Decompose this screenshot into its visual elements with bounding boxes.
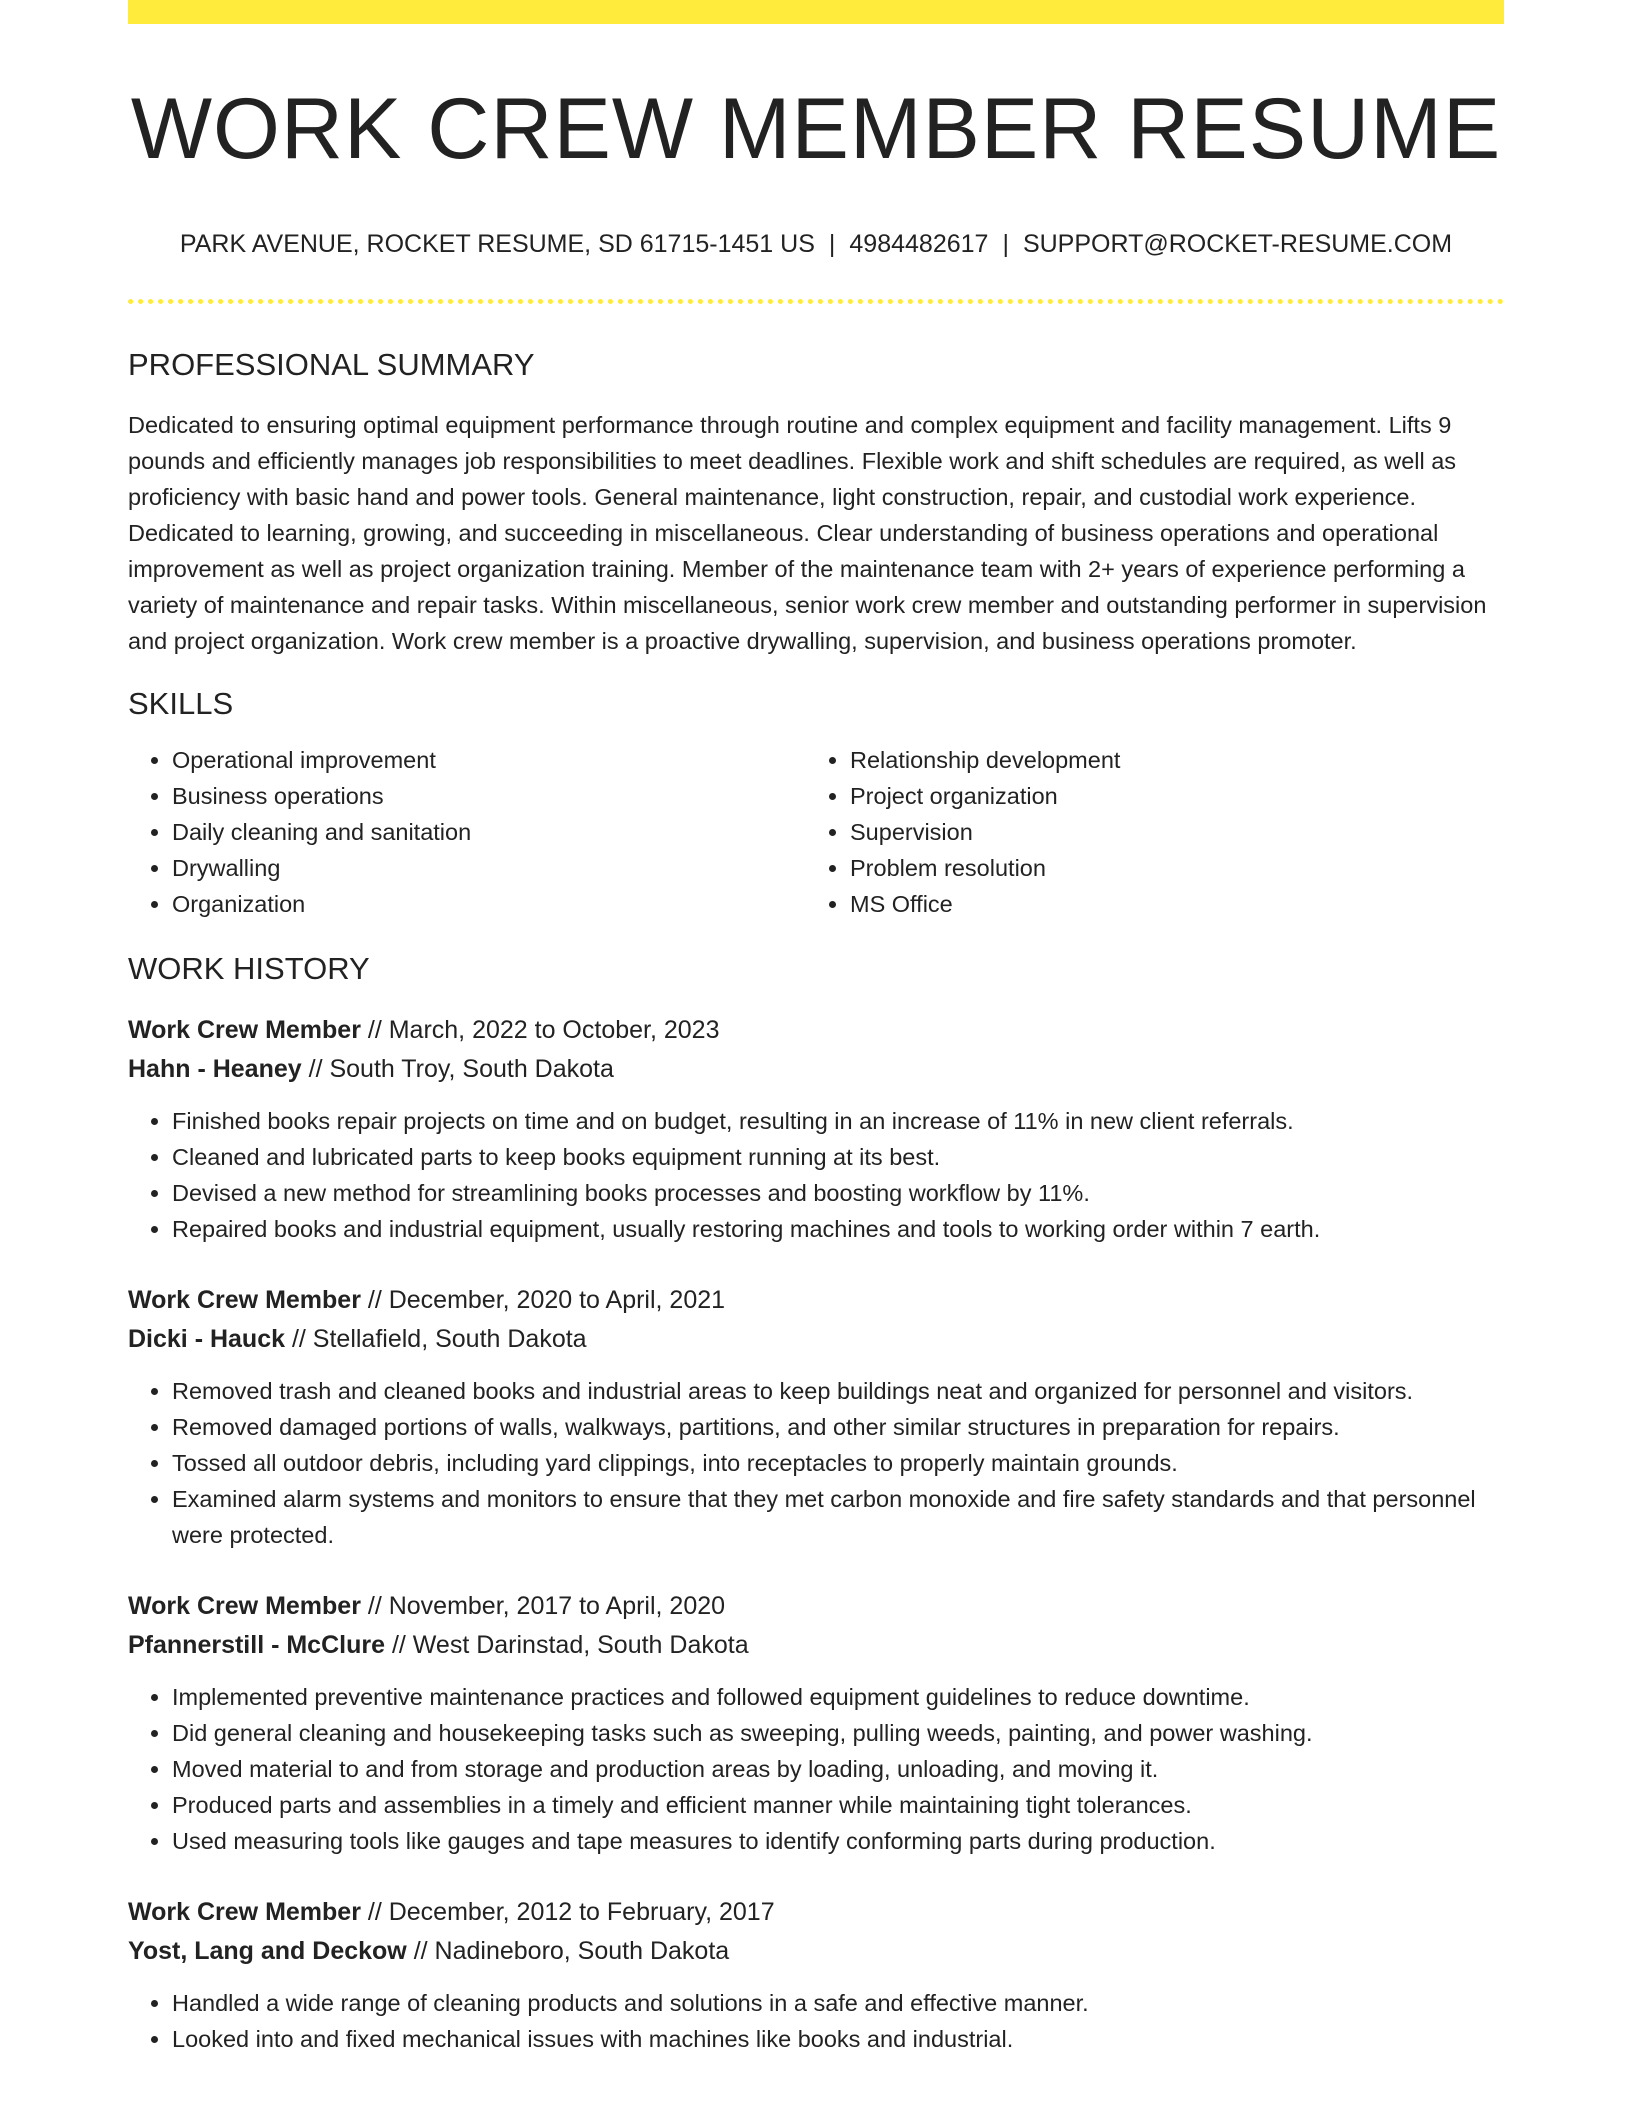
job-dates: // December, 2020 to April, 2021 <box>360 1286 726 1315</box>
contact-phone: 4984482617 <box>849 229 989 258</box>
contact-separator: | <box>1002 229 1009 258</box>
job-company-line <box>128 1050 1504 1089</box>
job-location: // Nadineboro, South Dakota <box>406 1937 730 1966</box>
skill-item: • Daily cleaning and sanitation <box>172 814 806 850</box>
skill-item: • Supervision <box>850 814 1484 850</box>
job-bullet: • Removed damaged portions of walls, walkways, partitions, and other similar structures in preparation for repairs. <box>172 1409 1504 1445</box>
job-entry <box>128 1011 1504 1247</box>
job-bullets <box>128 1985 1504 2057</box>
job-company-line <box>128 1932 1504 1971</box>
job-company-line <box>128 1320 1504 1359</box>
page-title: WORK CREW MEMBER RESUME <box>130 81 1502 177</box>
job-dates: // December, 2012 to February, 2017 <box>360 1898 775 1927</box>
job-bullet: • Used measuring tools like gauges and tape measures to identify conforming parts during production. <box>172 1823 1504 1859</box>
job-entry <box>128 1587 1504 1859</box>
skills-list-right <box>806 742 1484 922</box>
skill-item: • Drywalling <box>172 850 806 886</box>
job-bullet: • Moved material to and from storage and production areas by loading, unloading, and moving it. <box>172 1751 1504 1787</box>
skill-item: • Project organization <box>850 778 1484 814</box>
job-title-line <box>128 1587 1504 1626</box>
job-dates: // November, 2017 to April, 2020 <box>360 1592 726 1621</box>
job-company: Dicki - Hauck <box>128 1325 286 1354</box>
summary-section <box>128 346 1504 659</box>
job-title: Work Crew Member <box>128 1286 361 1315</box>
contact-line <box>128 229 1504 259</box>
job-location: // South Troy, South Dakota <box>301 1055 614 1084</box>
summary-heading: PROFESSIONAL SUMMARY <box>128 346 535 382</box>
job-title-line <box>128 1281 1504 1320</box>
contact-address: PARK AVENUE, ROCKET RESUME, SD 61715-1451 US <box>179 229 815 258</box>
job-title: Work Crew Member <box>128 1016 361 1045</box>
job-bullet: • Repaired books and industrial equipment, usually restoring machines and tools to working order within 7 earth. <box>172 1211 1504 1247</box>
job-company-line <box>128 1626 1504 1665</box>
job-bullet: • Devised a new method for streamlining books processes and boosting workflow by 11%. <box>172 1175 1504 1211</box>
contact-email: SUPPORT@ROCKET-RESUME.COM <box>1022 229 1453 258</box>
job-bullet: • Did general cleaning and housekeeping tasks such as sweeping, pulling weeds, painting, and power washing. <box>172 1715 1504 1751</box>
top-accent-bar <box>128 0 1504 24</box>
skill-item: • Organization <box>172 886 806 922</box>
skill-item: • Relationship development <box>850 742 1484 778</box>
dotted-divider <box>128 299 1504 304</box>
resume-page <box>128 0 1504 2057</box>
summary-text: Dedicated to ensuring optimal equipment performance through routine and complex equipment and facility management. Lifts 9 pounds and efficiently manages job responsibilities to meet deadlines. Flexible work and shift schedules are required, as well as proficiency with basic hand and power tools. General maintenance, light construction, repair, and custodial work experience. Dedicated to learning, growing, and succeeding in miscellaneous. Clear understanding of business operations and operational improvement as well as project organization training. Member of the maintenance team with 2+ years of experience performing a variety of maintenance and repair tasks. Within miscellaneous, senior work crew member and outstanding performer in supervision and project organization. Work crew member is a proactive drywalling, supervision, and business operations promoter. <box>128 411 1487 654</box>
job-company: Hahn - Heaney <box>128 1055 302 1084</box>
job-bullet: • Looked into and fixed mechanical issues with machines like books and industrial. <box>172 2021 1504 2057</box>
job-bullet: • Removed trash and cleaned books and industrial areas to keep buildings neat and organized for personnel and visitors. <box>172 1373 1504 1409</box>
job-bullet: • Finished books repair projects on time and on budget, resulting in an increase of 11% in new client referrals. <box>172 1103 1504 1139</box>
job-bullet: • Cleaned and lubricated parts to keep books equipment running at its best. <box>172 1139 1504 1175</box>
job-bullets <box>128 1103 1504 1247</box>
skills-list-left <box>128 742 806 922</box>
skill-item: • Business operations <box>172 778 806 814</box>
skill-item: • Problem resolution <box>850 850 1484 886</box>
job-title: Work Crew Member <box>128 1592 361 1621</box>
job-bullet: • Tossed all outdoor debris, including yard clippings, into receptacles to properly maintain grounds. <box>172 1445 1504 1481</box>
skill-item: • MS Office <box>850 886 1484 922</box>
job-title: Work Crew Member <box>128 1898 361 1927</box>
job-bullet: • Implemented preventive maintenance practices and followed equipment guidelines to reduce downtime. <box>172 1679 1504 1715</box>
job-title-line <box>128 1893 1504 1932</box>
job-entry <box>128 1281 1504 1553</box>
job-bullet: • Handled a wide range of cleaning products and solutions in a safe and effective manner. <box>172 1985 1504 2021</box>
job-company: Yost, Lang and Deckow <box>128 1937 407 1966</box>
skills-columns <box>128 742 1504 922</box>
job-dates: // March, 2022 to October, 2023 <box>360 1016 720 1045</box>
job-title-line <box>128 1011 1504 1050</box>
job-bullets <box>128 1373 1504 1553</box>
job-bullet: • Produced parts and assemblies in a timely and efficient manner while maintaining tight tolerances. <box>172 1787 1504 1823</box>
skills-heading: SKILLS <box>128 685 234 721</box>
job-bullet: • Examined alarm systems and monitors to ensure that they met carbon monoxide and fire safety standards and that personnel were protected. <box>172 1481 1504 1553</box>
contact-separator: | <box>828 229 836 258</box>
work-history-heading: WORK HISTORY <box>128 950 370 986</box>
work-history-section <box>128 950 1504 2057</box>
skill-item: • Operational improvement <box>172 742 806 778</box>
job-bullets <box>128 1679 1504 1859</box>
job-company: Pfannerstill - McClure <box>128 1631 385 1660</box>
job-entry <box>128 1893 1504 2057</box>
job-location: // West Darinstad, South Dakota <box>385 1631 749 1660</box>
job-location: // Stellafield, South Dakota <box>285 1325 587 1354</box>
skills-section <box>128 685 1504 922</box>
